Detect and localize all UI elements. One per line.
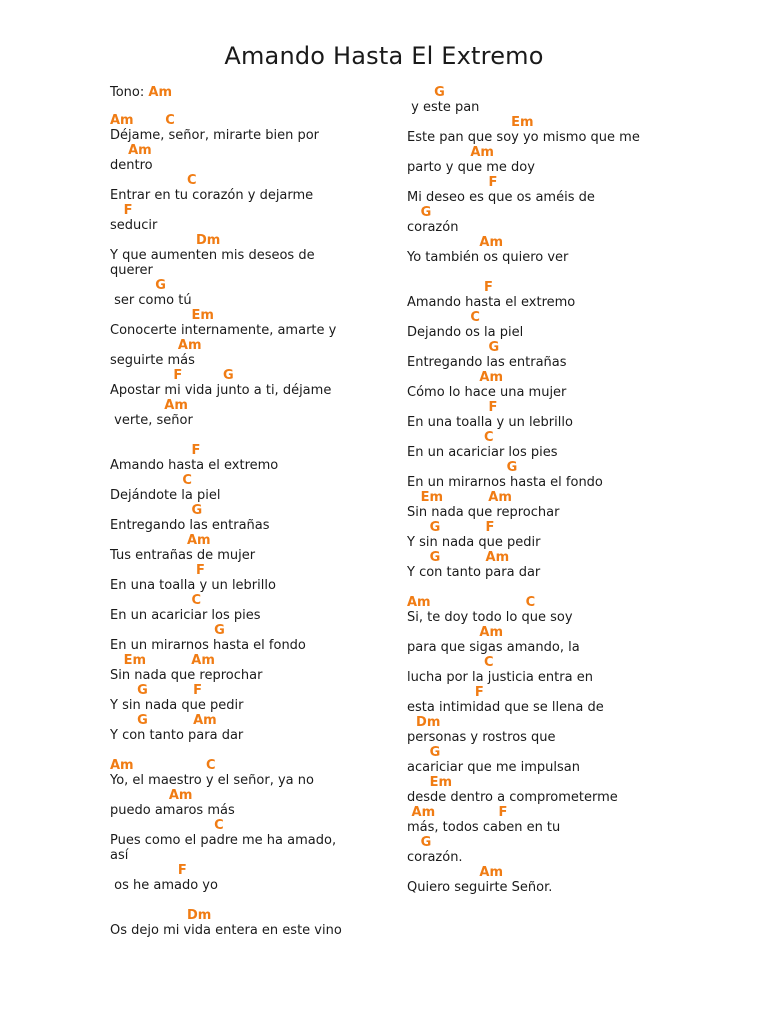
lyric-line: verte, señor [110,413,193,428]
lyric-line: En una toalla y un lebrillo [110,578,276,593]
chord-line: F [110,563,205,578]
lyric-line: Yo, el maestro y el señor, ya no [110,773,314,788]
chord-line: Am [407,865,504,880]
lyric-line: Y con tanto para dar [110,728,244,743]
stanza-gap [110,100,342,113]
chord-line: C [110,173,197,188]
lyric-line: Tus entrañas de mujer [110,548,256,563]
lyric-line: Si, te doy todo lo que soy [407,610,573,625]
chord-line: C [110,818,224,833]
stanza-gap [407,265,640,280]
chord-line: C [407,655,494,670]
chord-line: Am [110,338,202,353]
lyric-line: Y con tanto para dar [407,565,541,580]
key-label: Tono: [110,85,149,100]
lyric-line: Y sin nada que pedir [110,698,244,713]
stanza-gap [110,893,342,908]
chord-line: G [110,623,225,638]
lyric-line: En un mirarnos hasta el fondo [407,475,603,490]
lyric-line: Déjame, señor, mirarte bien por [110,128,320,143]
lyric-line: Entregando las entrañas [407,355,567,370]
lyric-line: Dejando os la piel [407,325,524,340]
chord-line: Dm [407,715,441,730]
lyric-line: corazón [407,220,459,235]
right-lyrics-column [407,85,640,895]
chord-line: Em Am [407,490,512,505]
lyric-line: dentro [110,158,153,173]
chord-line: F G [110,368,234,383]
chord-line: Am [407,370,504,385]
key-line [110,85,342,100]
stanza-gap [110,428,342,443]
chord-line: Am F [407,805,508,820]
lyric-line: así [110,848,129,863]
chord-line: Am [407,625,504,640]
lyric-line: Os dejo mi vida entera en este vino [110,923,342,938]
lyric-line: Quiero seguirte Señor. [407,880,553,895]
lyric-line: Y sin nada que pedir [407,535,541,550]
lyric-line: Amando hasta el extremo [407,295,576,310]
stanza-gap [110,743,342,758]
chord-line: Am C [110,758,216,773]
chord-line: Am C [407,595,536,610]
song-title: Amando Hasta El Extremo [224,42,544,70]
chord-line: F [110,203,133,218]
lyric-line: seducir [110,218,158,233]
lyric-line: desde dentro a comprometerme [407,790,618,805]
lyric-line: querer [110,263,153,278]
chord-line: G [407,205,432,220]
lyric-line: seguirte más [110,353,195,368]
lyric-line: os he amado yo [110,878,218,893]
lyric-line: Entregando las entrañas [110,518,270,533]
chord-line: C [110,593,202,608]
lyric-line: parto y que me doy [407,160,535,175]
lyric-line: Sin nada que reprochar [110,668,263,683]
lyric-line: corazón. [407,850,463,865]
chord-line: Em Am [110,653,215,668]
chord-line: C [110,473,192,488]
lyric-line: Conocerte internamente, amarte y [110,323,337,338]
lyric-line: y este pan [407,100,480,115]
lyric-line: lucha por la justicia entra en [407,670,593,685]
chord-line: G [407,745,441,760]
chord-line: F [407,175,498,190]
chord-line: G [110,503,203,518]
lyric-line: Dejándote la piel [110,488,221,503]
lyric-line: En un mirarnos hasta el fondo [110,638,306,653]
lyric-line: Este pan que soy yo mismo que me [407,130,640,145]
chord-line: G F [407,520,495,535]
chord-line: C [407,430,494,445]
chord-line: F [407,400,498,415]
lyric-line: puedo amaros más [110,803,235,818]
lyric-line: acariciar que me impulsan [407,760,581,775]
lyric-line: Mi deseo es que os améis de [407,190,595,205]
lyric-line: más, todos caben en tu [407,820,561,835]
lyric-line: Yo también os quiero ver [407,250,569,265]
left-lyrics-column [110,85,342,938]
chord-line: Em [110,308,214,323]
chord-line: G [407,460,518,475]
lyric-line: Cómo lo hace una mujer [407,385,567,400]
chord-line: Am [110,533,211,548]
lyric-line: Y que aumenten mis deseos de [110,248,315,263]
chord-line: Am [110,788,193,803]
chord-line: G [407,85,445,100]
chord-line: G F [110,683,202,698]
chord-line: Am C [110,113,175,128]
chord-line: G [407,340,500,355]
lyric-line: Pues como el padre me ha amado, [110,833,337,848]
chord-line: G [110,278,166,293]
chord-line: Am [407,235,504,250]
chord-line: Am [110,143,152,158]
chord-line: Em [407,115,534,130]
chord-line: Am [110,398,188,413]
lyric-line: esta intimidad que se llena de [407,700,604,715]
chord-line: G [407,835,432,850]
chord-line: Dm [110,908,212,923]
lyric-line: personas y rostros que [407,730,556,745]
lyric-line: En una toalla y un lebrillo [407,415,573,430]
chord-line: F [407,280,493,295]
chord-line: F [110,863,187,878]
lyric-line: En un acariciar los pies [110,608,261,623]
chord-line: G Am [407,550,510,565]
lyric-line: para que sigas amando, la [407,640,580,655]
key-chord: Am [148,85,172,100]
chord-line: Am [407,145,494,160]
lyric-line: Amando hasta el extremo [110,458,279,473]
chord-line: Em [407,775,453,790]
chord-line: Dm [110,233,221,248]
chord-line: F [407,685,484,700]
lyric-line: Entrar en tu corazón y dejarme [110,188,314,203]
chord-line: G Am [110,713,217,728]
lyric-line: Apostar mi vida junto a ti, déjame [110,383,332,398]
lyric-line: ser como tú [110,293,192,308]
stanza-gap [407,580,640,595]
lyric-line: En un acariciar los pies [407,445,558,460]
chord-line: F [110,443,201,458]
lyric-line: Sin nada que reprochar [407,505,560,520]
chord-line: C [407,310,480,325]
